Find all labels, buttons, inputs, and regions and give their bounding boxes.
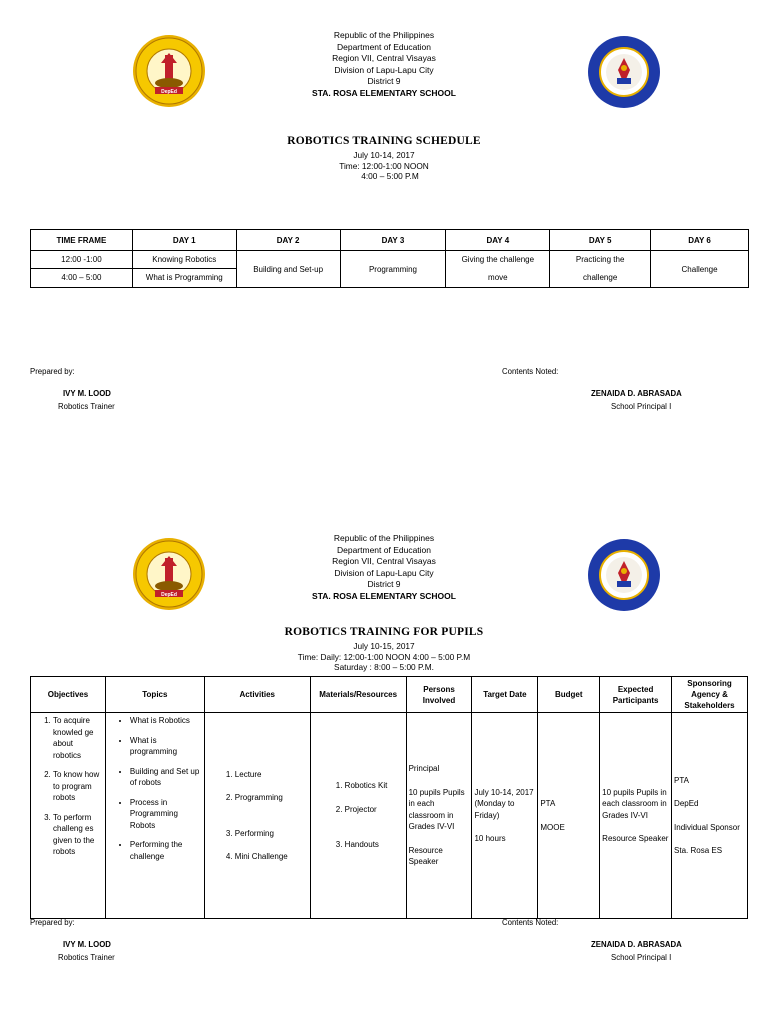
trainer-role-2: Robotics Trainer (58, 953, 115, 962)
schedule-subtitle (184, 150, 584, 182)
schedule-date: July 10-14, 2017 (353, 150, 415, 160)
topic-item: • Process in Programming Robots (130, 797, 200, 832)
participant-item: Resource Speaker (602, 834, 669, 843)
header-division: Division of Lapu-Lapu City (334, 64, 434, 75)
col-activities: Activities (204, 677, 310, 713)
target-date-item: 10 hours (474, 834, 506, 843)
header-school: STA. ROSA ELEMENTARY SCHOOL (312, 87, 456, 98)
header-school: STA. ROSA ELEMENTARY SCHOOL (312, 590, 456, 601)
target-date-cell (472, 713, 538, 919)
sponsor-item: DepEd (674, 799, 699, 808)
header-district: District 9 (367, 579, 401, 589)
header-region: Region VII, Central Visayas (332, 556, 436, 566)
col-objectives: Objectives (31, 677, 106, 713)
principal-name-2: ZENAIDA D. ABRASADA (591, 940, 682, 949)
col-time-frame: TIME FRAME (31, 230, 133, 251)
trainer-role: Robotics Trainer (58, 402, 115, 411)
svg-text:DepEd: DepEd (161, 592, 177, 598)
col-persons: Persons Involved (406, 677, 472, 713)
topic-item: • What is programming (130, 735, 200, 758)
time-frame-1: 12:00 -1:00 (31, 251, 133, 269)
header-block-2 (234, 533, 534, 602)
col-target-date: Target Date (472, 677, 538, 713)
person-item: Resource Speaker (408, 845, 443, 867)
day4-topic-b: move (488, 273, 508, 282)
objectives-cell (31, 713, 106, 919)
materials-cell (310, 713, 406, 919)
col-budget: Budget (538, 677, 600, 713)
topic-item: • What is Robotics (130, 715, 200, 727)
header-division: Division of Lapu-Lapu City (334, 567, 434, 578)
budget-item: PTA (540, 799, 556, 808)
day2-topic: Building and Set-up (236, 251, 340, 288)
day1-topic-a: Knowing Robotics (132, 251, 236, 269)
target-date-item: July 10-14, 2017 (Monday to Friday) (474, 787, 534, 820)
day5-topic (550, 251, 651, 288)
header-department: Department of Education (336, 41, 432, 52)
budget-cell (538, 713, 600, 919)
left-school-logo (131, 33, 207, 109)
person-item: 10 pupils Pupils in each classroom in Grades IV-VI (408, 787, 465, 832)
col-topics: Topics (105, 677, 204, 713)
header-republic: Republic of the Philippines (333, 30, 435, 40)
right-division-logo (586, 34, 662, 110)
col-participants: Expected Participants (600, 677, 672, 713)
col-day2: DAY 2 (236, 230, 340, 251)
svg-text:DepEd: DepEd (161, 89, 177, 95)
schedule-row-1 (31, 251, 749, 269)
col-day1: DAY 1 (132, 230, 236, 251)
principal-role: School Principal I (611, 402, 672, 411)
day3-topic: Programming (340, 251, 446, 288)
activity-item: 2. Programming (235, 792, 310, 804)
topic-item: • Performing the challenge (130, 839, 200, 862)
day4-topic-a: Giving the challenge (461, 255, 535, 264)
schedule-title: ROBOTICS TRAINING SCHEDULE (287, 135, 481, 147)
material-item: 3. Handouts (345, 839, 406, 851)
col-day6: DAY 6 (651, 230, 749, 251)
objective-item: 1. To acquire knowled ge about robotics (53, 715, 101, 761)
schedule-table (30, 229, 749, 288)
activity-item: 4. Mini Challenge (235, 851, 310, 863)
training-title: ROBOTICS TRAINING FOR PUPILS (284, 626, 484, 638)
training-saturday: Saturday : 8:00 – 5:00 P.M. (334, 662, 434, 672)
col-materials: Materials/Resources (310, 677, 406, 713)
col-day4: DAY 4 (446, 230, 550, 251)
day6-topic: Challenge (651, 251, 749, 288)
header-region: Region VII, Central Visayas (332, 53, 436, 63)
prepared-by-label-2: Prepared by: (30, 918, 75, 927)
objective-item: 2. To know how to program robots (53, 769, 101, 804)
col-sponsors: Sponsoring Agency & Stakeholders (672, 677, 748, 713)
material-item: 2. Projector (345, 804, 406, 816)
training-date: July 10-15, 2017 (353, 641, 415, 651)
person-item: Principal (408, 764, 440, 774)
header-block (234, 30, 534, 99)
col-day5: DAY 5 (550, 230, 651, 251)
schedule-header-row (31, 230, 749, 251)
training-subtitle (184, 641, 584, 673)
time-frame-2: 4:00 – 5:00 (31, 268, 133, 287)
training-time: Time: Daily: 12:00-1:00 NOON 4:00 – 5:00 P.M (297, 651, 471, 662)
training-header-row (31, 677, 748, 713)
right-division-logo-2 (586, 537, 662, 613)
header-republic: Republic of the Philippines (333, 533, 435, 543)
day4-topic (446, 251, 550, 288)
contents-noted-label-2: Contents Noted: (502, 918, 559, 927)
sponsors-cell (672, 713, 748, 919)
contents-noted-label: Contents Noted: (502, 367, 559, 376)
objective-item: 3. To perform challeng es given to the robots (53, 812, 101, 858)
persons-cell (406, 713, 472, 919)
day5-topic-a: Practicing the (575, 255, 625, 264)
schedule-time2: 4:00 – 5:00 P.M (361, 171, 419, 181)
day1-topic-b: What is Programming (132, 268, 236, 287)
principal-name: ZENAIDA D. ABRASADA (591, 389, 682, 398)
topics-cell (105, 713, 204, 919)
sponsor-item: PTA (674, 775, 690, 785)
left-school-logo-2 (131, 536, 207, 612)
principal-role-2: School Principal I (611, 953, 672, 962)
sponsor-item: Sta. Rosa ES (674, 846, 723, 855)
budget-item: MOOE (540, 822, 565, 832)
trainer-name: IVY M. LOOD (63, 389, 111, 398)
header-department: Department of Education (336, 544, 432, 555)
activities-cell (204, 713, 310, 919)
schedule-time: Time: 12:00-1:00 NOON (339, 160, 429, 171)
header-district: District 9 (367, 76, 401, 86)
training-table (30, 676, 748, 919)
prepared-by-label: Prepared by: (30, 367, 75, 376)
participants-cell (600, 713, 672, 919)
training-body-row (31, 713, 748, 919)
day5-topic-b: challenge (583, 273, 618, 282)
trainer-name-2: IVY M. LOOD (63, 940, 111, 949)
topic-item: • Building and Set up of robots (130, 766, 200, 789)
participant-item: 10 pupils Pupils in each classroom in Grades IV-VI (602, 787, 667, 820)
activity-item: 3. Performing (235, 828, 310, 840)
material-item: 1. Robotics Kit (345, 780, 406, 792)
sponsor-item: Individual Sponsor (674, 822, 740, 832)
col-day3: DAY 3 (340, 230, 446, 251)
activity-item: 1. Lecture (235, 769, 310, 781)
